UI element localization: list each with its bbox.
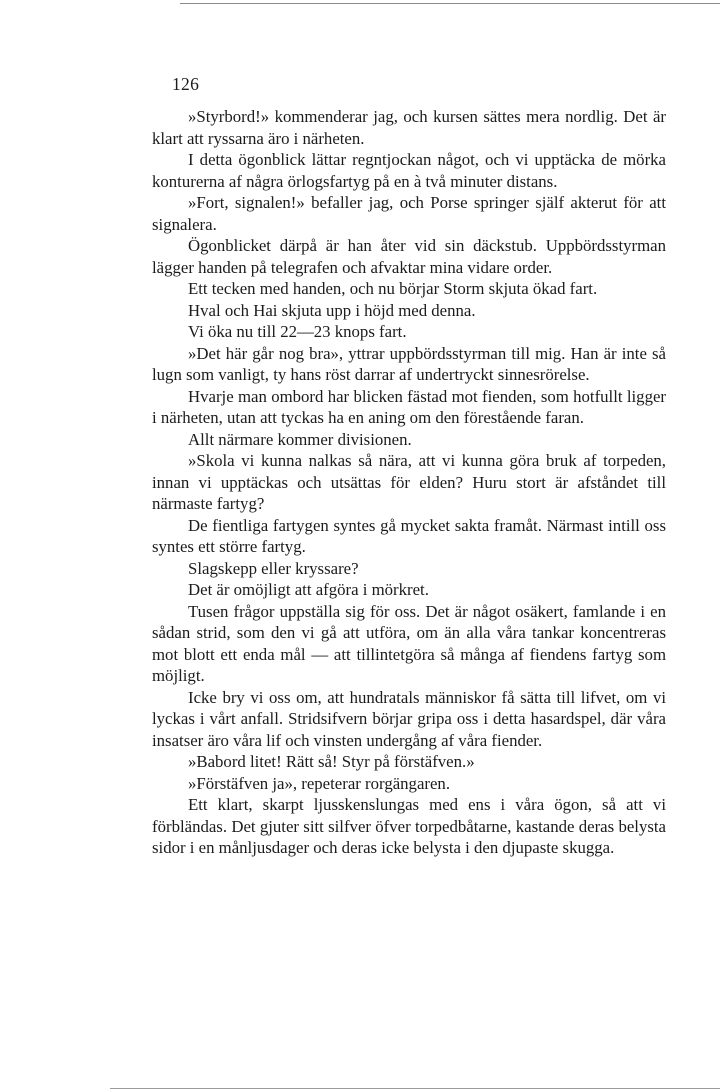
paragraph: Slagskepp eller kryssare?: [188, 558, 359, 578]
paragraph: »Förstäfven ja», repeterar rorgängaren.: [188, 773, 451, 793]
paragraph: Icke bry vi oss om, att hundratals människor få sätta till lifvet, om vi lyckas i vårt anfall. Stridsifvern börjar gripa oss i detta hasardspel, där våra insatser äro våra lif och vinsten undergång af våra fiender.: [152, 687, 666, 750]
paragraph: Ögonblicket därpå är han åter vid sin däckstub. Uppbördsstyrman lägger handen på telegrafen och afvaktar mina vidare order.: [152, 236, 666, 277]
paragraph: Det är omöjligt att afgöra i mörkret.: [188, 580, 429, 599]
paragraph: Hvarje man ombord har blicken fästad mot fienden, som hotfullt ligger i närheten, utan att tyckas ha en aning om den förestående faran.: [152, 386, 666, 427]
paragraph: Allt närmare kommer divisionen.: [188, 429, 412, 449]
paragraph: Ett klart, skarpt ljusskenslungas med ens i våra ögon, så att vi förbländas. Det gjuter sitt silfver öfver torpedbåtarne, kastande deras belysta sidor i en månljusdager och deras icke belysta i den djupaste skugga.: [152, 795, 666, 857]
paragraph: Hval och Hai skjuta upp i höjd med denna.: [188, 300, 476, 320]
page-number: 126: [172, 74, 200, 94]
paragraph: »Babord litet! Rätt så! Styr på förstäfven.»: [188, 752, 475, 771]
paragraph: De fientliga fartygen syntes gå mycket sakta framåt. Närmast intill oss syntes ett större fartyg.: [152, 515, 666, 556]
paragraph: »Skola vi kunna nalkas så nära, att vi kunna göra bruk af torpeden, innan vi upptäckas och utsättas för elden? Huru stort är afståndet till närmaste fartyg?: [152, 451, 666, 513]
top-edge-line: [180, 3, 720, 4]
body-text: [152, 106, 666, 859]
paragraph: Vi öka nu till 22—23 knops fart.: [188, 322, 407, 341]
paragraph: »Det här går nog bra», yttrar uppbördsstyrman till mig. Han är inte så lugn som vanligt, ty hans röst darrar af undertryckt sinnesrörelse.: [152, 343, 666, 384]
paragraph: I detta ögonblick lättar regntjockan något, och vi upptäcka de mörka konturerna af några örlogsfartyg på en à två minuter distans.: [152, 150, 666, 191]
paragraph: Tusen frågor uppställa sig för oss. Det är något osäkert, famlande i en sådan strid, som den vi gå att utföra, om än alla våra tankar koncentreras mot blott ett enda mål — att tillintetgöra så många af fiendens fartyg som möjligt.: [152, 601, 666, 685]
paragraph: »Styrbord!» kommenderar jag, och kursen sättes mera nordlig. Det är klart att ryssarna äro i närheten.: [152, 107, 666, 148]
bottom-edge-line: [110, 1088, 720, 1089]
paragraph: Ett tecken med handen, och nu börjar Storm skjuta ökad fart.: [188, 279, 598, 298]
paragraph: »Fort, signalen!» befaller jag, och Porse springer själf akterut för att signalera.: [152, 193, 666, 234]
